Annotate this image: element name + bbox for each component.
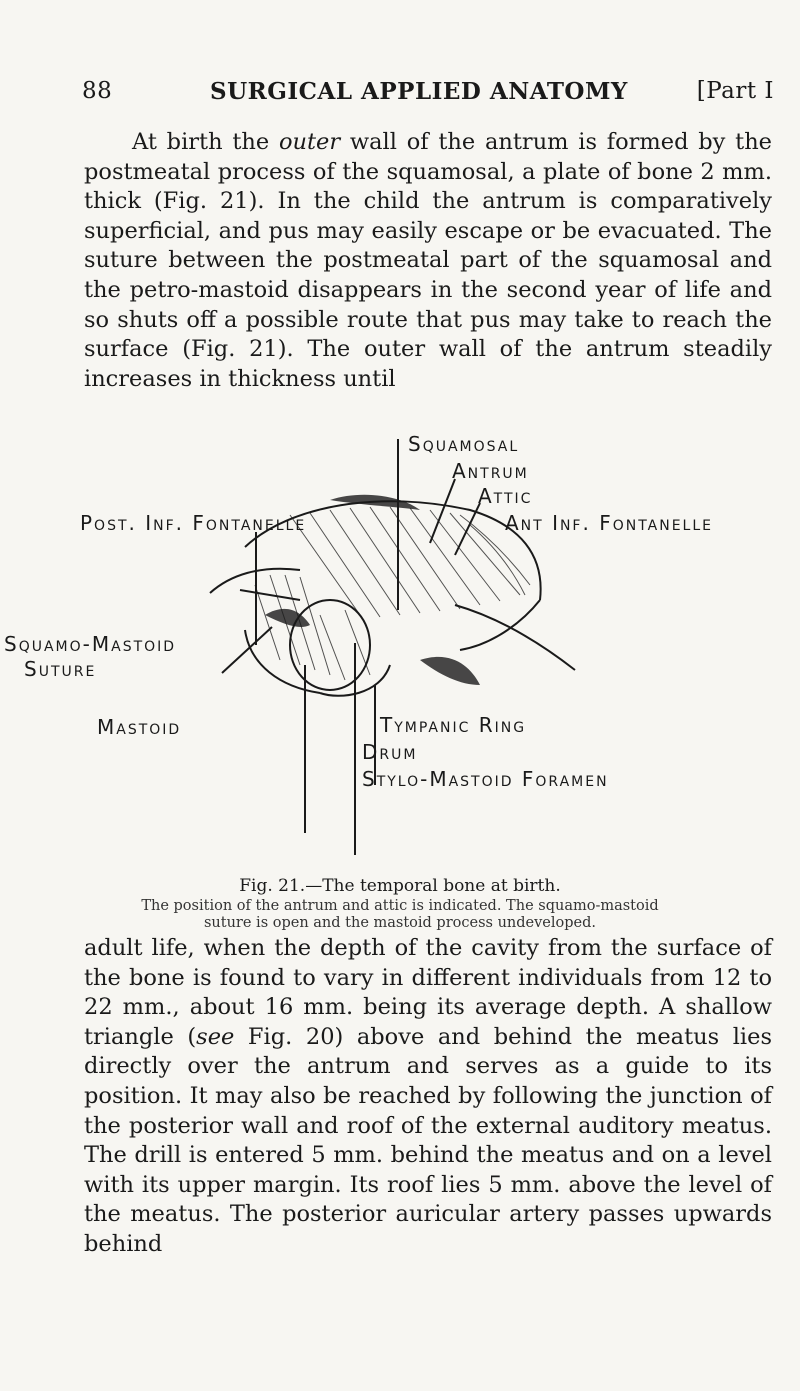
paragraph-2-emphasis: see [196, 1023, 235, 1050]
paragraph-1-start: At birth the [132, 129, 279, 155]
label-drum: Drum [362, 740, 418, 764]
part-label: [Part I [696, 78, 774, 104]
paragraph-1-rest: wall of the antrum is formed by the postmeatal process of the squamosal, a plate of bone 2 mm. thick (Fig. 21). In the child the antrum is comparatively superficial, and pus may easily escape or be evacuated. The suture between the postmeatal part of the squamosal and the petro-mastoid disappears in the second year of life and so shuts off a possible route that pus may take to reach the surface (Fig. 21). The outer wall of the antrum steadily increases in thickness until [84, 129, 772, 392]
label-attic: Attic [478, 484, 533, 508]
leader-antrum [430, 479, 455, 543]
paragraph-1 [84, 128, 772, 394]
figure-21 [0, 425, 800, 890]
label-squamo-mastoid: Squamo-Mastoid [4, 632, 177, 656]
label-ant-inf-fontanelle: Ant Inf. Fontanelle [505, 511, 714, 535]
paragraph-2-rest: Fig. 20) above and behind the meatus lies directly over the antrum and serves as a guide to its position. It may also be reached by following the junction of the posterior wall and roof of the external auditory meatus. The drill is entered 5 mm. behind the meatus and on a level with its upper margin. Its roof lies 5 mm. above the level of the meatus. The posterior auricular artery passes upwards behind [84, 1023, 772, 1257]
page-header [82, 78, 774, 112]
paragraph-2 [84, 934, 772, 1260]
label-post-inf-fontanelle: Post. Inf. Fontanelle [80, 511, 307, 535]
zygoma-line [455, 605, 575, 670]
figure-note: The position of the antrum and attic is indicated. The squamo-mastoid suture is open and the mastoid process undeveloped. [141, 898, 659, 931]
anterior-edge [460, 600, 540, 650]
label-mastoid: Mastoid [97, 715, 182, 739]
running-title: SURGICAL APPLIED ANATOMY [210, 78, 628, 105]
label-antrum: Antrum [452, 459, 529, 483]
paragraph-1-emphasis: outer [278, 129, 341, 155]
label-stylo-mastoid-foramen: Stylo-Mastoid Foramen [362, 767, 609, 791]
page-number: 88 [82, 78, 113, 104]
label-squamosal: Squamosal [408, 432, 520, 456]
figure-caption: Fig. 21.—The temporal bone at birth. [239, 876, 561, 896]
leader-mastoid [222, 627, 272, 673]
paragraph-2-start: adult life, when the depth of the cavity from the surface of the bone is found to vary in different individuals from 12 to 22 mm., about 16 mm. being its average depth. A shallow triangle ( [84, 935, 772, 1050]
label-tympanic-ring: Tympanic Ring [380, 713, 527, 737]
label-suture: Suture [24, 657, 97, 681]
